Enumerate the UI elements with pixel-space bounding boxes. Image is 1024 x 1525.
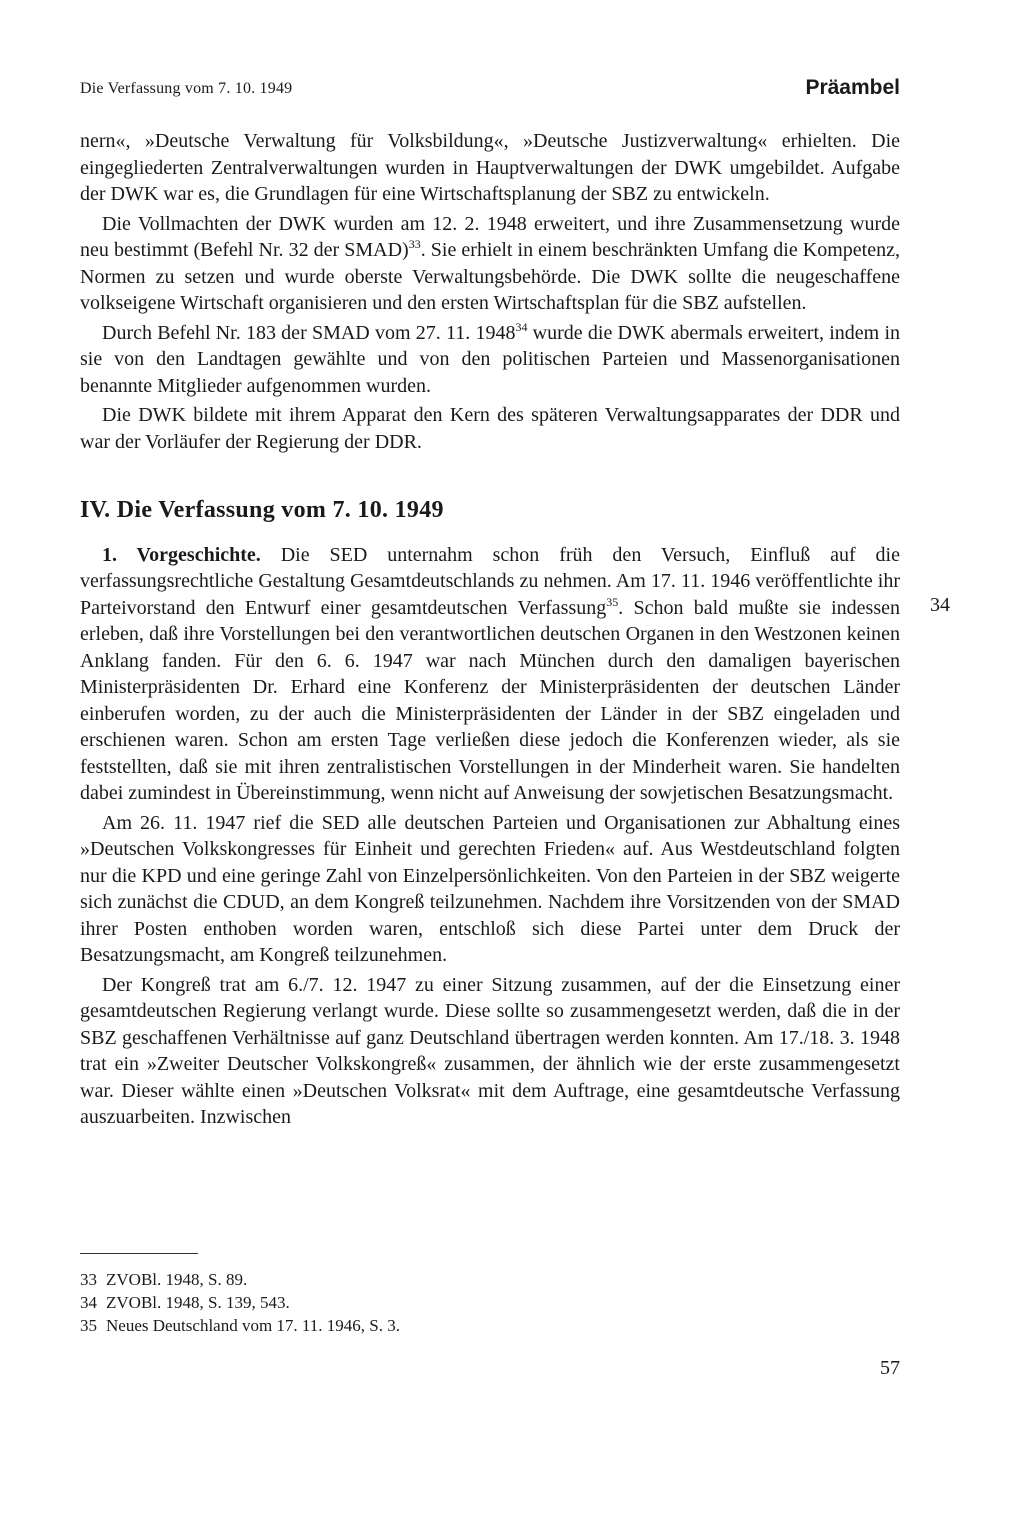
footnote-text: ZVOBl. 1948, S. 139, 543. — [106, 1293, 290, 1312]
footnote-rule — [80, 1253, 198, 1254]
footnote-number: 35 — [80, 1316, 97, 1335]
footnote — [80, 1314, 900, 1337]
paragraph: Am 26. 11. 1947 rief die SED alle deutschen Parteien und Organisationen zur Abhaltung eines »Deutschen Volkskongresses für Einheit und gerechten Frieden« auf. Aus Westdeutschland folgten nur die KPD und eine geringe Zahl von Einzelpersönlichkeiten. Von den Parteien in der SBZ weigerte sich zunächst die CDUD, an dem Kongreß teilzunehmen. Nachdem ihre Vorsitzenden von der SMAD ihrer Posten enthoben worden waren, entschloß sich diese Partei unter dem Druck der Besatzungsmacht, am Kongreß teilzunehmen. — [80, 811, 900, 966]
page-number: 57 — [880, 1357, 900, 1379]
footnote — [80, 1291, 900, 1314]
paragraph — [80, 211, 900, 317]
paragraph: Die DWK bildete mit ihrem Apparat den Kern des späteren Verwaltungsapparates der DDR und war der Vorläufer der Regierung der DDR. — [80, 404, 900, 453]
footnote-ref[interactable]: 34 — [515, 319, 528, 334]
paragraph-text: . Schon bald mußte sie indessen erleben, daß ihre Vorstellungen bei den verantwortlichen deutschen Organen in den Westzonen keinen Anklang fanden. Für den 6. 6. 1947 war nach München durch den damaligen bayerischen Ministerpräsidenten Dr. Erhard eine Konferenz der Ministerpräsidenten der deutschen Länder einberufen worden, zu der auch die Ministerpräsidenten der Länder in der SBZ eingeladen und erschienen waren. Schon am ersten Tage verließen diese jedoch die Konferenzen wieder, als sie feststellten, daß sie mit ihren zentralistischen Vorstellungen in der Minderheit waren. Sie handelten dabei zumindest in Übereinstimmung, wenn nicht auf Anweisung der sowjetischen Besatzungsmacht. — [80, 596, 900, 804]
section-heading: IV. Die Verfassung vom 7. 10. 1949 — [80, 497, 444, 523]
running-head-right: Präambel — [805, 76, 900, 99]
footnote-text: ZVOBl. 1948, S. 89. — [106, 1270, 248, 1289]
body-text — [80, 128, 900, 1134]
footnote — [80, 1268, 900, 1291]
paragraph-text: Die Vollmachten der DWK wurden am 12. 2. 1948 erweitert, und ihre Zusammensetzung wurde neu bestimmt (Befehl Nr. 32 der SMAD) — [80, 212, 900, 261]
paragraph: nern«, »Deutsche Verwaltung für Volksbildung«, »Deutsche Justizverwaltung« erhielten. Die eingegliederten Zentralverwaltungen wurden in Hauptverwaltungen der DWK umgebildet. Aufgabe der DWK war es, die Grundlagen für eine Wirtschaftsplanung der SBZ zu entwickeln. — [80, 130, 900, 205]
footnote-number: 34 — [80, 1293, 97, 1312]
footnotes — [80, 1268, 900, 1337]
footnote-ref[interactable]: 33 — [408, 237, 421, 251]
margin-number: 34 — [930, 594, 950, 616]
paragraph — [80, 542, 900, 807]
run-in-heading: 1. Vorgeschichte. — [102, 543, 261, 566]
footnote-text: Neues Deutschland vom 17. 11. 1946, S. 3. — [106, 1316, 401, 1335]
paragraph-text: . Sie erhielt in einem beschränkten Umfang die Kompetenz, Normen zu setzen und wurde oberste Verwaltungsbehörde. Die DWK sollte die neugeschaffene volkseigene Wirtschaft organisieren und den ersten Wirtschaftsplan für die SBZ aufstellen. — [80, 239, 900, 314]
running-head-left: Die Verfassung vom 7. 10. 1949 — [80, 80, 293, 97]
paragraph-text: Die SED unternahm schon früh den Versuch, Einfluß auf die verfassungsrechtliche Gestaltung Gesamtdeutschlands zu nehmen. Am 17. 11. 1946 veröffentlichte ihr Parteivorstand den Entwurf einer gesamtdeutschen Verfassung — [80, 543, 900, 619]
paragraph-text: wurde die DWK abermals erweitert, indem in sie von den Landtagen gewählte und von den politischen Parteien und Massenorganisationen benannte Mitglieder aufgenommen wurden. — [80, 321, 900, 397]
paragraph — [80, 320, 900, 400]
paragraph: Der Kongreß trat am 6./7. 12. 1947 zu einer Sitzung zusammen, auf der die Einsetzung einer gesamtdeutschen Regierung verlangt wurde. Diese sollte so zusammengesetzt werden, daß die in der SBZ geschaffenen Verhältnisse auf ganz Deutschland übertragen werden konnten. Am 17./18. 3. 1948 trat ein »Zweiter Deutscher Volkskongreß« zusammen, der ähnlich wie der erste zusammengesetzt war. Dieser wählte einen »Deutschen Volksrat« mit dem Auftrage, eine gesamtdeutsche Verfassung auszuarbeiten. Inzwischen — [80, 973, 900, 1128]
footnote-ref[interactable]: 35 — [606, 594, 619, 609]
paragraph-text: Durch Befehl Nr. 183 der SMAD vom 27. 11. 1948 — [102, 321, 516, 344]
footnote-number: 33 — [80, 1270, 97, 1289]
